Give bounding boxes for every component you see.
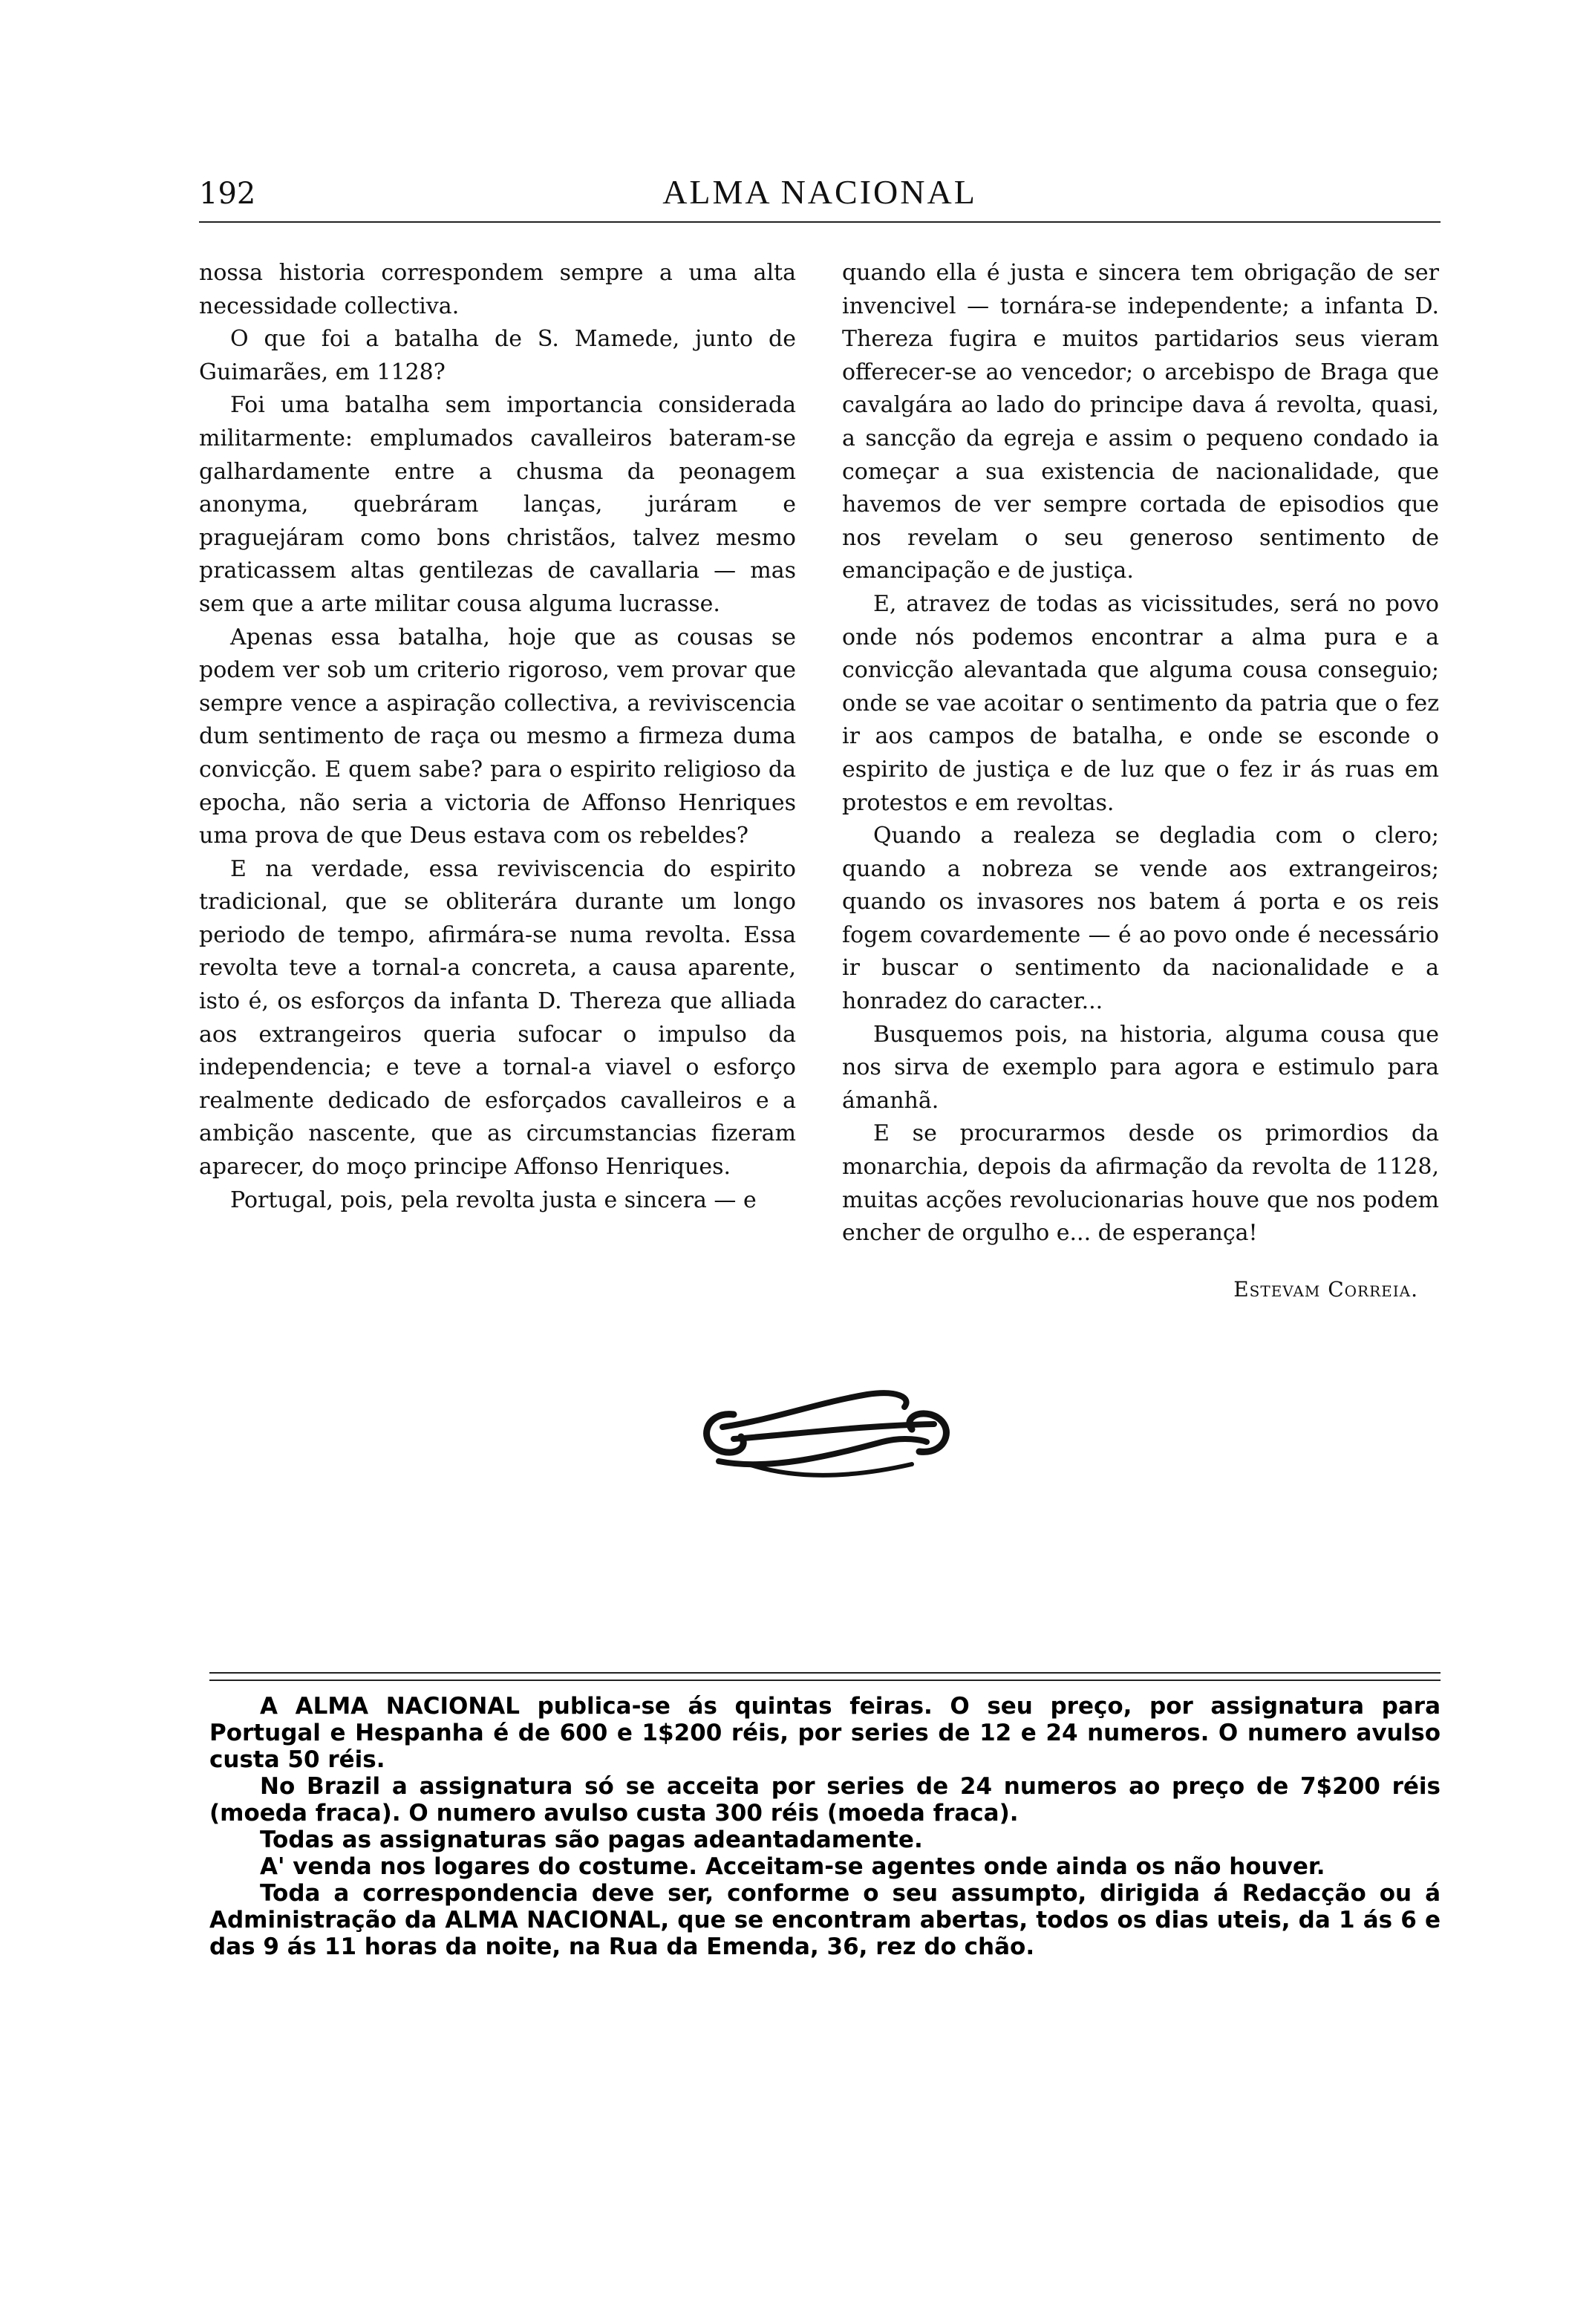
paragraph: E na verdade, essa reviviscencia do espirito tradicional, que se obliterára durante um longo periodo de tempo, afirmára-se numa revolta. Essa revolta teve a tornal-a concreta, a causa aparente, isto é, os esforços da infanta D. Thereza que alliada aos extrangeiros queria sufocar o impulso da independencia; e teve a tornal-a viavel o esforço realmente dedicado de esforçados cavalleiros e a ambição nascente, que as circumstancias fizeram aparecer, do moço principe Affonso Henriques. (199, 855, 796, 1181)
page-header (199, 171, 1441, 223)
paragraph: E, atravez de todas as vicissitudes, será no povo onde nós podemos encontrar a alma pura e a convicção alevantada que alguma cousa conseguio; onde se vae acoitar o sentimento da patria que o fez ir aos campos de batalha, e onde se esconde o espirito de justiça e de luz que o fez ir ás ruas em protestos e em revoltas. (842, 590, 1439, 816)
paragraph: Busquemos pois, na historia, alguma cousa que nos sirva de exemplo para agora e estimulo para ámanhã. (842, 1021, 1439, 1114)
divider-rule (209, 1672, 1441, 1674)
paragraph: Portugal, pois, pela revolta justa e sincera — e (230, 1187, 757, 1213)
subscription-notice (209, 1693, 1441, 1960)
left-column (199, 257, 796, 1217)
notice-paragraph: No Brazil a assignatura só se acceita por series de 24 numeros ao preço de 7$200 réis (moeda fraca). O numero avulso custa 300 réis (moeda fraca). (209, 1773, 1441, 1827)
scroll-ornament-icon (689, 1381, 964, 1485)
right-column (842, 257, 1439, 1250)
page-number: 192 (199, 177, 256, 211)
paragraph: Quando a realeza se degladia com o clero; quando a nobreza se vende aos extrangeiros; quando os invasores nos batem á porta e os reis fogem covardemente — é ao povo onde é necessário ir buscar o sentimento da nacionalidade e a honradez do caracter... (842, 823, 1439, 1015)
header-rule (199, 221, 1441, 223)
notice-paragraph: A ALMA NACIONAL publica-se ás quintas feiras. O seu preço, por assignatura para Portugal e Hespanha é de 600 e 1$200 réis, por series de 12 e 24 numeros. O numero avulso custa 50 réis. (209, 1693, 1441, 1773)
running-head-title: ALMA NACIONAL (662, 173, 977, 211)
paragraph: Apenas essa batalha, hoje que as cousas se podem ver sob um criterio rigoroso, vem provar que sempre vence a aspiração collectiva, a reviviscencia dum sentimento de raça ou mesmo a firmeza duma convicção. E quem sabe? para o espirito religioso da epocha, não seria a victoria de Affonso Henriques uma prova de que Deus estava com os rebeldes? (199, 624, 796, 849)
author-signature: Estevam Correia. (1233, 1277, 1418, 1302)
notice-paragraph: Toda a correspondencia deve ser, conforme o seu assumpto, dirigida á Redacção ou á Administração da ALMA NACIONAL, que se encontram abertas, todos os dias uteis, da 1 ás 6 e das 9 ás 11 horas da noite, na Rua da Emenda, 36, rez do chão. (209, 1880, 1441, 1960)
paragraph: E se procurarmos desde os primordios da monarchia, depois da afirmação da revolta de 1128, muitas acções revolucionarias houve que nos podem encher de orgulho e... de esperança! (842, 1120, 1439, 1247)
notice-paragraph: Todas as assignaturas são pagas adeantadamente. (260, 1827, 923, 1853)
paragraph: Foi uma batalha sem importancia considerada militarmente: emplumados cavalleiros bateram-se galhardamente entre a chusma da peonagem anonyma, quebráram lanças, juráram e praguejáram como bons christãos, talvez mesmo praticassem altas gentilezas de cavallaria — mas sem que a arte militar cousa alguma lucrasse. (199, 392, 796, 617)
divider-rule (209, 1680, 1441, 1681)
paragraph: O que foi a batalha de S. Mamede, junto de Guimarães, em 1128? (199, 326, 796, 385)
paragraph: quando ella é justa e sincera tem obrigação de ser invencivel — tornára-se independente; a infanta D. Thereza fugira e muitos partidarios seus vieram offerecer-se ao vencedor; o arcebispo de Braga que cavalgára ao lado do principe dava á revolta, quasi, a sancção da egreja e assim o pequeno condado ia começar a sua existencia de nacionalidade, que havemos de ver sempre cortada de episodios que nos revelam o seu generoso sentimento de emancipação e de justiça. (842, 260, 1439, 584)
notice-paragraph: A' venda nos logares do costume. Acceitam-se agentes onde ainda os não houver. (260, 1853, 1325, 1880)
paragraph: nossa historia correspondem sempre a uma alta necessidade collectiva. (199, 260, 796, 319)
